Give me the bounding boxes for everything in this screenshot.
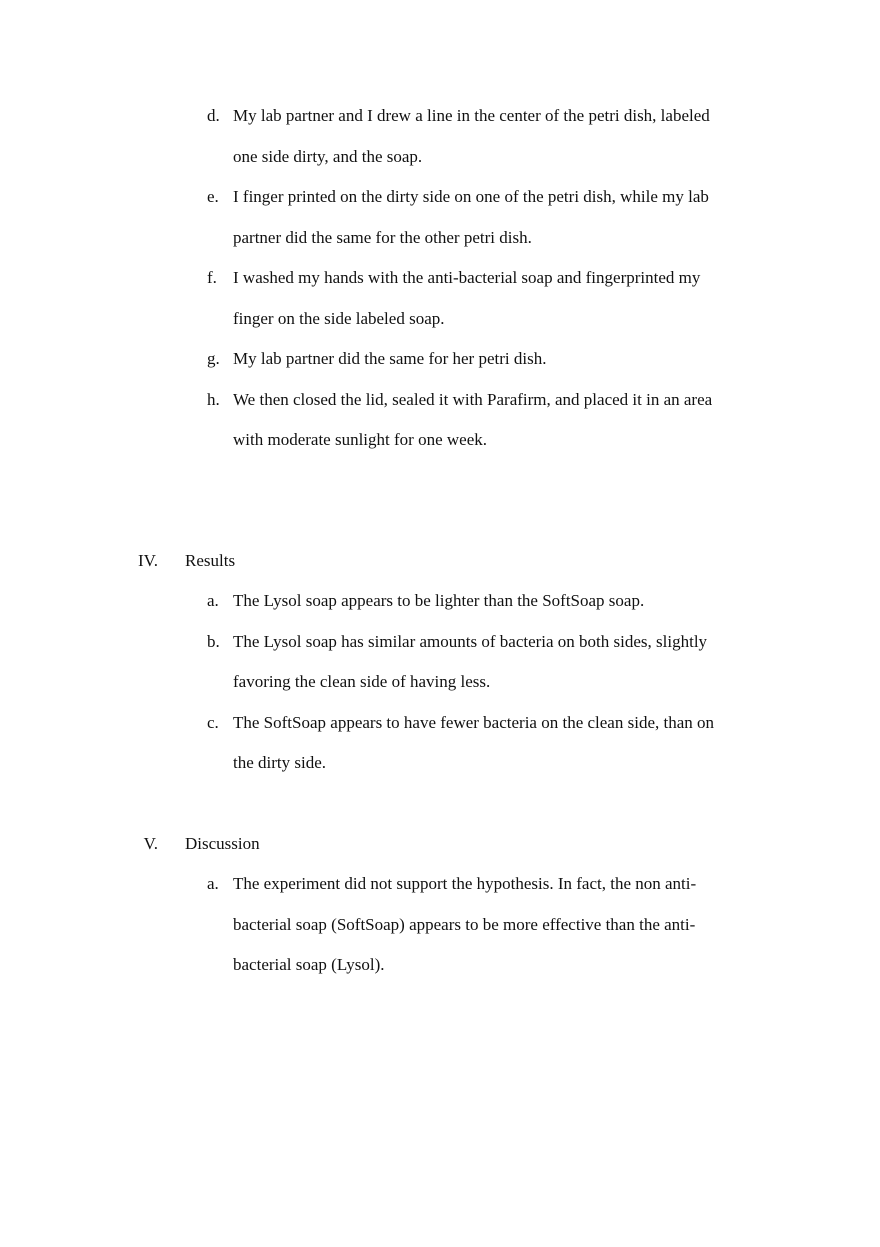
list-item: [0, 258, 723, 339]
list-item: [0, 864, 723, 986]
list-item: [0, 96, 723, 177]
list-item-text: I finger printed on the dirty side on one of the petri dish, while my lab partner did the same for the other petri dish.: [233, 187, 709, 247]
list-item-text: We then closed the lid, sealed it with Parafirm, and placed it in an area with moderate sunlight for one week.: [233, 389, 713, 449]
procedure-list: [0, 96, 880, 461]
list-item: [0, 703, 723, 784]
section-numeral: V.: [143, 834, 158, 853]
list-item: [0, 622, 723, 703]
list-item-text: The Lysol soap has similar amounts of bacteria on both sides, slightly favoring the clean side of having less.: [233, 631, 708, 691]
list-item: [0, 581, 723, 622]
list-marker: h.: [207, 389, 220, 409]
list-item-text: The Lysol soap appears to be lighter than the SoftSoap soap.: [233, 591, 645, 610]
list-marker: e.: [207, 187, 219, 206]
list-marker: c.: [207, 712, 219, 732]
list-marker: a.: [207, 874, 219, 893]
discussion-list: [0, 864, 880, 986]
section-title: Discussion: [185, 834, 260, 853]
list-item: [0, 177, 723, 258]
section-title: Results: [185, 551, 236, 570]
section-numeral: IV.: [138, 551, 158, 570]
list-marker: f.: [207, 268, 217, 287]
list-item-text: My lab partner did the same for her petri dish.: [233, 349, 547, 368]
list-marker: b.: [207, 631, 220, 651]
list-item: [0, 339, 723, 380]
list-item-text: The experiment did not support the hypothesis. In fact, the non anti-bacterial soap (SoftSoap) appears to be more effective than the anti-bacterial soap (Lysol).: [233, 874, 697, 974]
list-item-text: I washed my hands with the anti-bacterial soap and fingerprinted my finger on the side labeled soap.: [233, 268, 701, 328]
results-list: [0, 581, 880, 784]
list-item-text: My lab partner and I drew a line in the center of the petri dish, labeled one side dirty, and the soap.: [233, 106, 710, 166]
list-marker: a.: [207, 591, 219, 610]
list-item-text: The SoftSoap appears to have fewer bacteria on the clean side, than on the dirty side.: [233, 712, 715, 772]
list-marker: d.: [207, 106, 220, 125]
list-marker: g.: [207, 349, 220, 368]
list-item: [0, 380, 723, 461]
